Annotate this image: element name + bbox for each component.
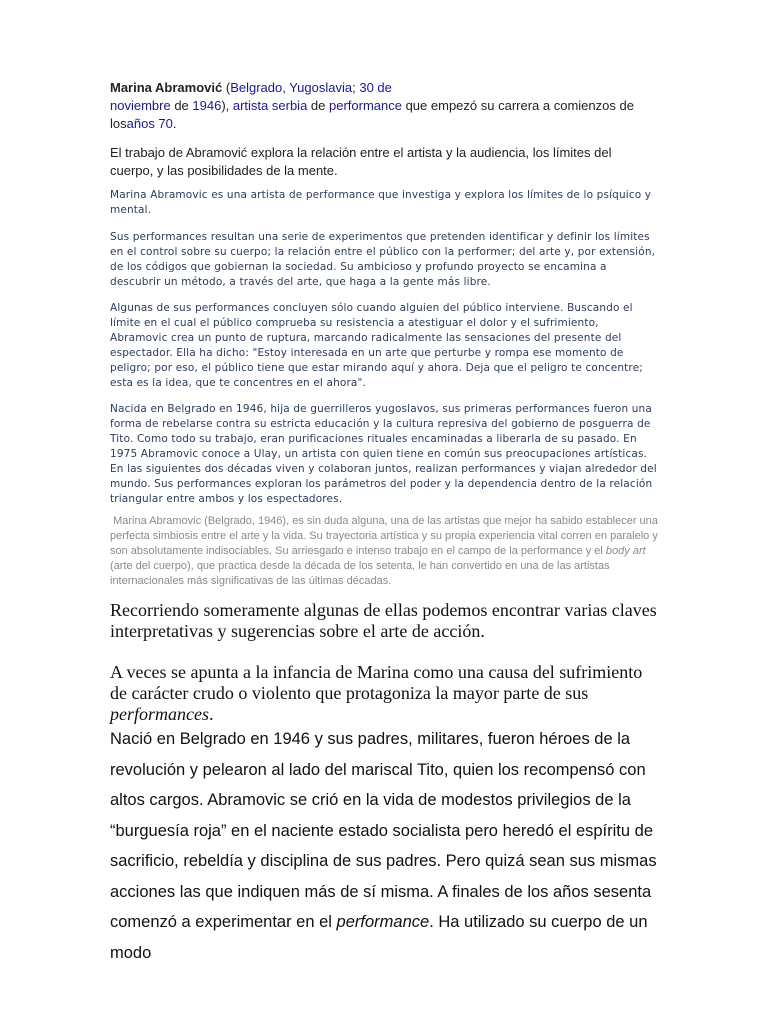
nationality-link[interactable]: artista serbia [232,98,308,113]
artist-name: Marina Abramović [110,80,223,95]
mono-paragraph-2: Sus performances resultan una serie de experimentos que pretenden identificar y definir los límites en el control sobre su cuerpo; la relación entre el público con la performer; del arte y, por extensión, de los códigos que gobiernan la sociedad. Su ambicioso y profundo proyecto se encamina a descubrir un método, a través del arte, que haga a la gente más libre. [110,231,656,288]
decade-link[interactable]: años 70 [126,116,173,131]
text-fragment: ( [222,80,231,95]
serif-paragraph-1: Recorriendo someramente algunas de ellas podemos encontrar varias claves interpretativas y sugerencias sobre el arte de acción. [110,600,657,641]
text-fragment: ; [352,80,360,95]
text-fragment: A veces se apunta a la infancia de Marina como una causa del sufrimiento de carácter crudo o violento que protagoniza la mayor parte de sus [110,662,643,703]
text-fragment: (arte del cuerpo), que practica desde la década de los setenta, le han convertido en una de las artistas internacionales más significativas de las últimas décadas. [110,560,610,587]
genre-link[interactable]: performance [328,98,402,113]
summary-paragraph: El trabajo de Abramović explora la relación entre el artista y la audiencia, los límites del cuerpo, y las posibilidades de la mente. [110,145,612,178]
text-fragment: Nació en Belgrado en 1946 y sus padres, militares, fueron héroes de la revolución y pelearon al lado del mariscal Tito, quien los recompensó con altos cargos. Abramovic se crió en la vida de modestos privilegios de la “burguesía roja” en el naciente estado socialista pero heredó el espíritu de sacrificio, rebeldía y disciplina de sus padres. Pero quizá sean sus mismas acciones las que indiquen más de sí misma. A finales de los años sesenta comenzó a experimentar en el [110,730,657,931]
text-fragment: ), [221,98,233,113]
date-link-a[interactable]: 30 de [359,80,392,95]
text-fragment: . [172,116,177,131]
text-fragment: de [170,98,193,113]
birthplace-link[interactable]: Belgrado, Yugoslavia [230,80,353,95]
emphasis: performance [336,913,430,931]
serif-paragraph-2 [110,662,658,725]
emphasis: body art [605,545,646,557]
text-fragment: . [208,704,214,724]
body-paragraph [110,724,660,968]
mono-paragraph-4: Nacida en Belgrado en 1946, hija de guerrilleros yugoslavos, sus primeras performances fueron una forma de rebelarse contra su estricta educación y la cultura represiva del gobierno de posguerra de Tito. Como todo su trabajo, eran purificaciones rituales encaminadas a liberarla de su pasado. En 1975 Abramovic conoce a Ulay, un artista con quien tiene en común sus preocupaciones artísticas. En las siguientes dos décadas viven y colaboran juntos, realizan performances y viajan alrededor del mundo. Sus performances exploran los parámetros del poder y la dependencia dentro de la relación triangular entre ambos y los espectadores. [110,403,657,505]
emphasis: performances [110,704,209,724]
date-link-b[interactable]: noviembre [110,98,171,113]
text-fragment: . Ha utilizado su cuerpo de un modo [110,913,648,962]
mono-paragraph-3: Algunas de sus performances concluyen sólo cuando alguien del público interviene. Buscando el límite en el cual el público comprueba su resistencia a atestiguar el dolor y el sufrimiento, Abramovic crea un punto de ruptura, marcando radicalmente las sensaciones del presente del espectador. Ella ha dicho: "Estoy interesada en un arte que perturbe y rompa ese momento de peligro; por eso, el público tiene que estar mirando aquí y ahora. Deja que el peligro te concentre; esta es la idea, que te concentres en el ahora". [110,302,643,389]
text-fragment: que empezó su carrera a comienzos de los [110,98,634,131]
year-link[interactable]: 1946 [192,98,222,113]
intro-paragraph [110,79,658,133]
grey-quote-paragraph [110,514,658,589]
text-fragment: de [307,98,329,113]
mono-paragraph-1: Marina Abramovic es una artista de performance que investiga y explora los límites de lo psíquico y mental. [110,189,652,216]
text-fragment: Marina Abramovic (Belgrado, 1946), es sin duda alguna, una de las artistas que mejor ha sabido establecer una perfecta simbiosis entre el arte y la vida. Su trayectoria artística y su propia experiencia vital corren en paralelo y son absolutamente indisociables. Su arriesgado e intenso trabajo en el campo de la performance y el [110,515,658,557]
